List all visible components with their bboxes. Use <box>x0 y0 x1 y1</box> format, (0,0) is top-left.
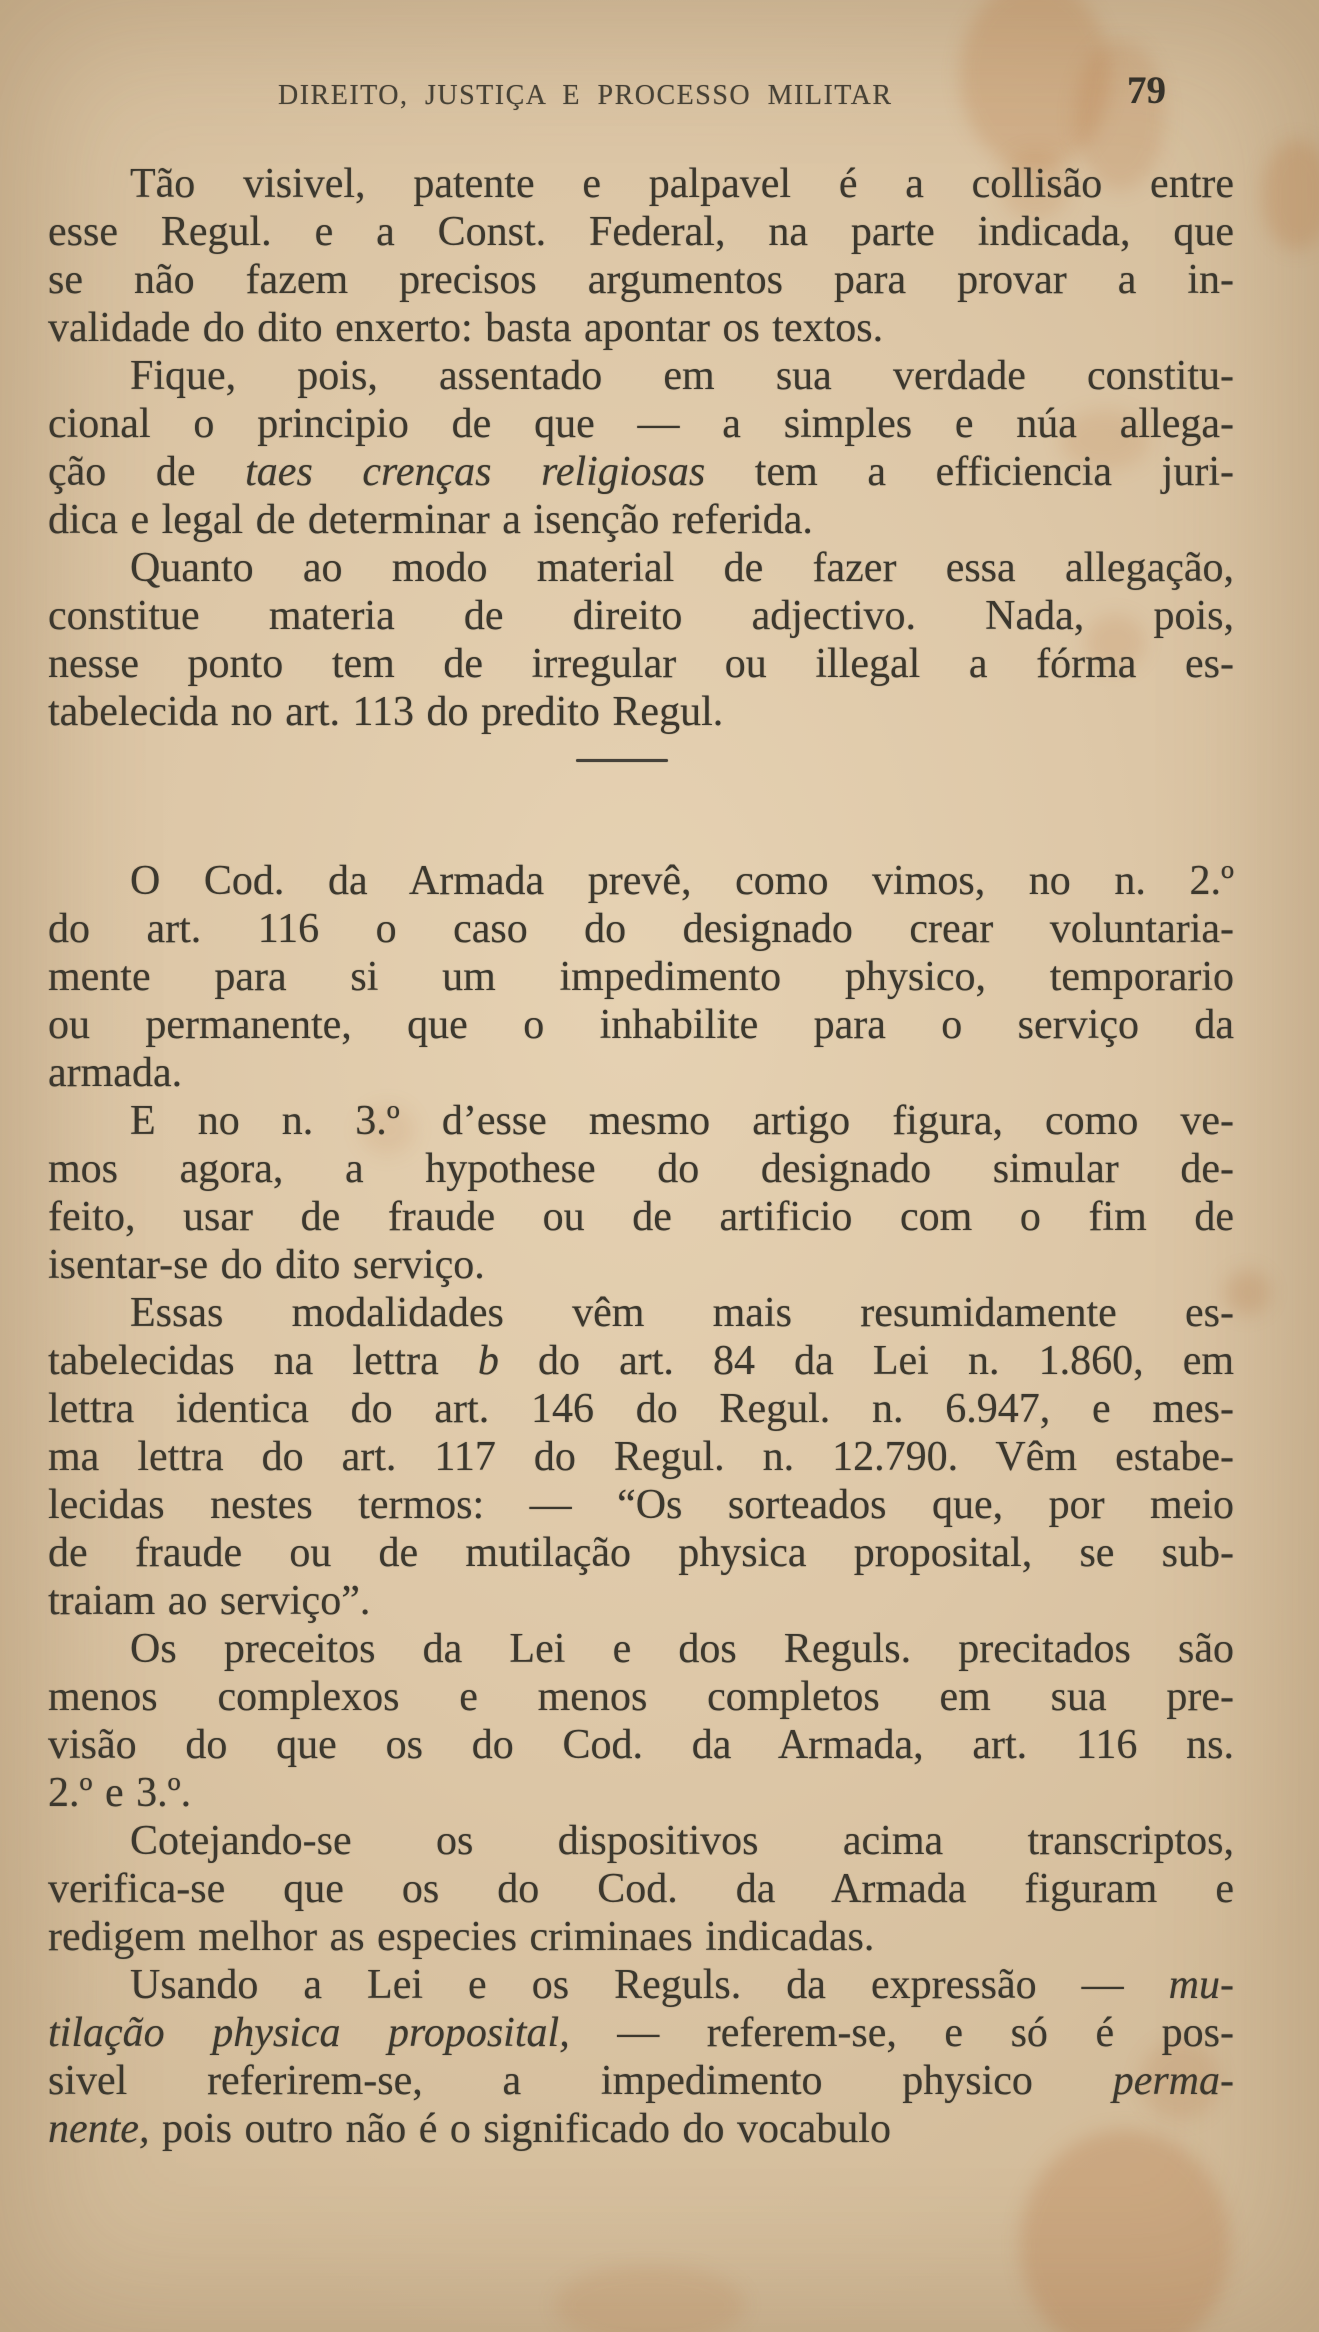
text-segment: menos complexos e menos completos em sua pre- <box>48 1674 1234 1720</box>
text-segment: — referem-se, e só é pos- <box>569 2010 1235 2056</box>
text-segment: Os preceitos da Lei e dos Reguls. precitados são <box>130 1626 1234 1672</box>
text-segment: Essas modalidades vêm mais resumidamente es- <box>130 1290 1234 1336</box>
text-line <box>48 496 1234 544</box>
text-segment: Tão visivel, patente e palpavel é a collisão entre <box>130 161 1234 207</box>
text-segment: validade do dito enxerto: basta apontar os textos. <box>48 305 884 351</box>
running-title: DIREITO, JUSTIÇA E PROCESSO MILITAR <box>278 80 893 111</box>
text-segment: ou permanente, que o inhabilite para o serviço da <box>48 1002 1234 1048</box>
paragraph <box>48 1961 1234 2153</box>
text-segment: lecidas nestes termos: — “Os sorteados que, por meio <box>48 1482 1234 1528</box>
paragraph <box>48 1817 1234 1961</box>
text-line <box>48 1721 1234 1769</box>
text-segment: isentar-se do dito serviço. <box>48 1242 485 1288</box>
paper-stain <box>555 2265 745 2332</box>
text-segment: ma lettra do art. 117 do Regul. n. 12.790. Vêm estabe- <box>48 1434 1234 1480</box>
text-line <box>48 1193 1234 1241</box>
text-line <box>48 1961 1234 2009</box>
italic-text-segment: b <box>477 1338 499 1384</box>
paragraph <box>48 1097 1234 1289</box>
text-line <box>48 1769 1234 1817</box>
text-line <box>48 448 1234 496</box>
text-line <box>48 544 1234 592</box>
text-segment: traiam ao serviço”. <box>48 1578 371 1624</box>
section-divider <box>576 759 668 762</box>
text-line <box>48 1001 1234 1049</box>
italic-text-segment: taes crenças religiosas <box>245 449 706 495</box>
text-line <box>48 857 1234 905</box>
italic-text-segment: tilação physica proposital, <box>48 2010 570 2056</box>
text-segment: tabelecidas na lettra <box>48 1338 478 1384</box>
text-segment: de fraude ou de mutilação physica proposital, se sub- <box>48 1530 1234 1576</box>
text-line <box>48 352 1234 400</box>
text-line <box>48 1241 1234 1289</box>
paragraph <box>48 1289 1234 1625</box>
text-line <box>48 1145 1234 1193</box>
text-segment: ção de <box>48 449 246 495</box>
text-segment: visão do que os do Cod. da Armada, art. 116 ns. <box>48 1722 1234 1768</box>
text-segment: 2.º e 3.º. <box>48 1770 192 1816</box>
text-line <box>48 1673 1234 1721</box>
text-line <box>48 256 1234 304</box>
text-segment: tem a efficiencia juri- <box>705 449 1234 495</box>
text-segment: se não fazem precisos argumentos para provar a in- <box>48 257 1234 303</box>
text-line <box>48 400 1234 448</box>
text-segment: redigem melhor as especies criminaes indicadas. <box>48 1914 875 1960</box>
text-segment: E no n. 3.º d’esse mesmo artigo figura, como ve- <box>130 1098 1234 1144</box>
text-segment: do art. 84 da Lei n. 1.860, em <box>498 1338 1235 1384</box>
paper-stain <box>1020 2130 1230 2332</box>
text-segment: lettra identica do art. 146 do Regul. n. 6.947, e mes- <box>48 1386 1234 1432</box>
text-segment: O Cod. da Armada prevê, como vimos, no n. 2.º <box>130 858 1234 904</box>
text-line <box>48 2009 1234 2057</box>
text-line <box>48 1817 1234 1865</box>
text-line <box>48 953 1234 1001</box>
text-line <box>48 1337 1234 1385</box>
text-line <box>48 688 1234 736</box>
text-segment: Usando a Lei e os Reguls. da expressão — <box>130 1962 1169 2008</box>
paragraph <box>48 160 1234 352</box>
text-line <box>48 208 1234 256</box>
text-segment: dica e legal de determinar a isenção referida. <box>48 497 813 543</box>
text-segment: tabelecida no art. 113 do predito Regul. <box>48 689 724 735</box>
text-segment: sivel referirem-se, a impedimento physico <box>48 2058 1113 2104</box>
page-number: 79 <box>1127 69 1166 112</box>
text-segment: constitue materia de direito adjectivo. Nada, pois, <box>48 593 1234 639</box>
text-segment: do art. 116 o caso do designado crear voluntaria- <box>48 906 1234 952</box>
text-line <box>48 1097 1234 1145</box>
text-line <box>48 1913 1234 1961</box>
paragraph <box>48 857 1234 1097</box>
text-line <box>48 1433 1234 1481</box>
text-line <box>48 304 1234 352</box>
text-segment: pois outro não é o significado do vocabulo <box>149 2106 891 2152</box>
text-line <box>48 160 1234 208</box>
text-line <box>48 1385 1234 1433</box>
text-line <box>48 640 1234 688</box>
text-segment: armada. <box>48 1050 183 1096</box>
paragraph <box>48 352 1234 544</box>
text-line <box>48 1289 1234 1337</box>
text-line <box>48 905 1234 953</box>
text-line <box>48 1625 1234 1673</box>
text-segment: Quanto ao modo material de fazer essa allegação, <box>130 545 1234 591</box>
text-segment: cional o principio de que — a simples e núa allega- <box>48 401 1234 447</box>
italic-text-segment: mu- <box>1168 1962 1234 2008</box>
text-segment: Fique, pois, assentado em sua verdade constitu- <box>130 353 1234 399</box>
text-line <box>48 1049 1234 1097</box>
text-line <box>48 1481 1234 1529</box>
text-segment: verifica-se que os do Cod. da Armada figuram e <box>48 1866 1234 1912</box>
text-segment: mos agora, a hypothese do designado simular de- <box>48 1146 1234 1192</box>
paper-stain <box>1262 140 1319 250</box>
paragraph <box>48 1625 1234 1817</box>
text-line <box>48 1865 1234 1913</box>
paper-stain <box>960 0 1110 170</box>
text-segment: esse Regul. e a Const. Federal, na parte indicada, que <box>48 209 1234 255</box>
text-segment: mente para si um impedimento physico, temporario <box>48 954 1234 1000</box>
text-line <box>48 2057 1234 2105</box>
text-line <box>48 2105 1234 2153</box>
text-segment: feito, usar de fraude ou de artificio com o fim de <box>48 1194 1234 1240</box>
italic-text-segment: perma- <box>1112 2058 1234 2104</box>
text-line <box>48 592 1234 640</box>
text-segment: nesse ponto tem de irregular ou illegal a fórma es- <box>48 641 1234 687</box>
paragraph <box>48 544 1234 736</box>
text-block <box>48 160 1234 2153</box>
text-line <box>48 1529 1234 1577</box>
italic-text-segment: nente, <box>48 2106 150 2152</box>
text-segment: Cotejando-se os dispositivos acima transcriptos, <box>130 1818 1234 1864</box>
text-line <box>48 1577 1234 1625</box>
